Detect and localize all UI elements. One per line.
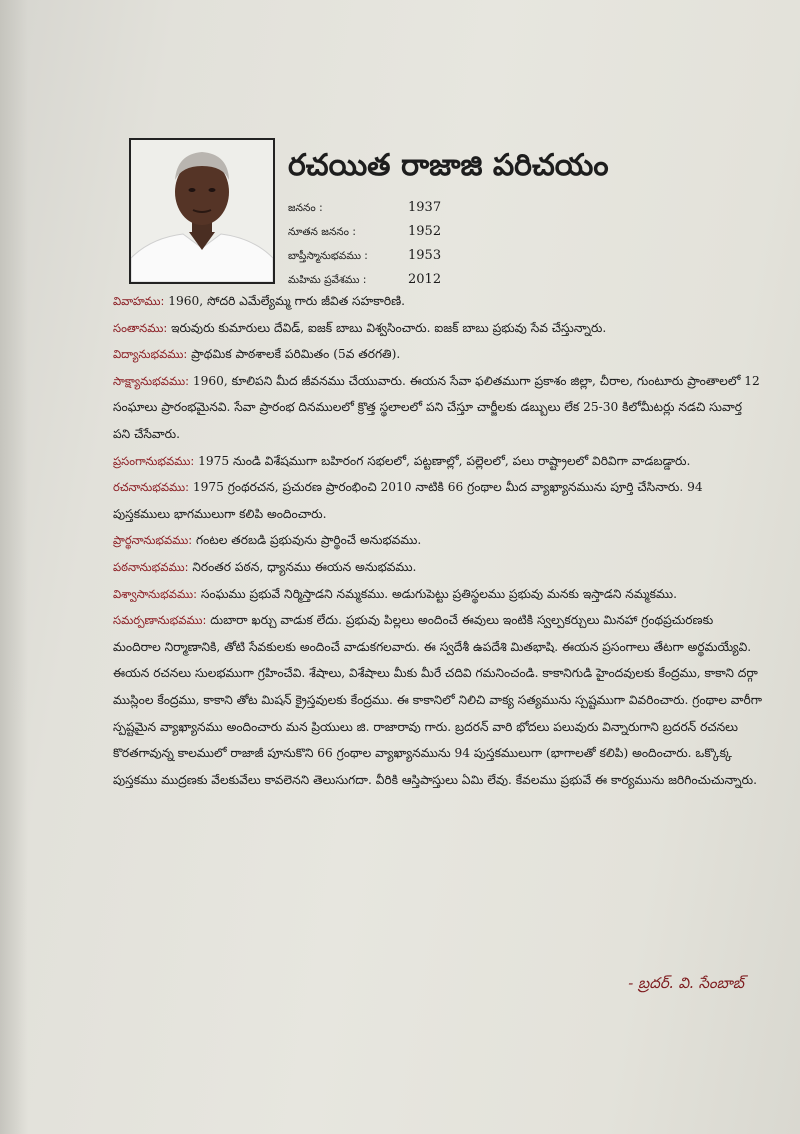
paragraph-faith: [113, 581, 763, 608]
fact-value: 1953: [408, 248, 442, 263]
paragraph-label: సాక్ష్యానుభవము:: [113, 373, 189, 388]
paragraph-writing: [113, 474, 763, 527]
paragraph-text: 1960, సోదరి ఎమేల్యేమ్మ గారు జీవిత సహకారిణి.: [164, 294, 406, 308]
fact-label: జననం :: [288, 202, 323, 214]
paragraph-label: సంతానము:: [113, 320, 168, 335]
fact-value: 1937: [408, 200, 442, 215]
paragraph-text: నిరంతర పఠన, ధ్యానము ఈయన అనుభవము.: [188, 559, 417, 574]
paragraph-text: ప్రాథమిక పాఠశాలకే పరిమితం (5వ తరగతి).: [187, 347, 401, 362]
fact-value: 1952: [408, 224, 442, 239]
biography-body: [113, 288, 763, 793]
paragraph-label: పఠనానుభవము:: [113, 559, 189, 574]
paragraph-text: ఇరువురు కుమారులు దేవిడ్, ఐజక్ బాబు విశ్వసించారు. ఐజక్ బాబు ప్రభువు సేవ చేస్తున్నారు.: [167, 320, 607, 335]
fact-row-birth: [288, 196, 441, 220]
paragraph-marriage: [113, 288, 763, 315]
paragraph-label: విద్యానుభవము:: [113, 347, 188, 362]
paragraph-text: దుబారా ఖర్చు వాడుక లేదు. ప్రభువు పిల్లలు అందించే ఈవులు ఇంటికి స్వల్పకర్చులు మినహా గ్రంథప్రచురణకు మందిరాల నిర్మాణానికి, తోటి సేవకులకు అందించే వాడుకగలవారు. ఈ స్వదేశీ ఉపదేశి మితభాషి. ఈయన ప్రసంగాలు తేటగా అర్థమయ్యేవి. ఈయన రచనలు సులభముగా గ్రహించేవి. శేషాలు, విశేషాలు మీకు మీరే చదివి గమనించండి. కాకానిగుడి హైందవులకు కేంద్రము, కాకాని దర్గా ముస్లింల కేంద్రము, కాకాని తోట మిషన్ క్రైస్తవులకు కేంద్రము. ఈ కాకానిలో నిలిచి వాక్య సత్యమును స్పష్టముగా వివరించారు. గ్రంథాల వారీగా స్పష్టమైన వ్యాఖ్యానము అందించారు మన ప్రియులు జి. రాజారావు గారు. బ్రదరన్ వారి భోదలు పలువురు విన్నారుగాని బ్రదరన్ రచనలు కొరతగావున్న కాలములో రాజాజీ పూనుకొని 66 గ్రంథాల వ్యాఖ్యానమును 94 పుస్తకములుగా (భాగాలతో కలిపి) అందించారు. ఒక్కొక్క పుస్తకము ముద్రణకు వేలకువేలు కావలెనని తెలుసుగదా. వీరికి ఆస్తిపాస్తులు ఏమి లేవు. కేవలము ప్రభువే ఈ కార్యమును జరిగించుచున్నారు.: [113, 613, 762, 787]
paragraph-label: ప్రార్థనానుభవము:: [113, 533, 193, 548]
page-edge-shadow: [0, 0, 28, 1134]
paragraph-testimony: [113, 368, 763, 448]
fact-label: బాప్తీస్మానుభవము :: [288, 250, 368, 262]
paragraph-dedication: [113, 607, 763, 793]
paragraph-preaching: [113, 448, 763, 475]
paragraph-label: సమర్పణానుభవము:: [113, 613, 207, 628]
fact-row-new-birth: [288, 220, 441, 244]
fact-label: మహిమ ప్రవేశము :: [288, 274, 367, 286]
paragraph-children: [113, 315, 763, 342]
paragraph-label: విశ్వాసానుభవము:: [113, 586, 197, 601]
author-portrait-image: [131, 140, 273, 282]
author-photo: [129, 138, 275, 284]
paragraph-prayer: [113, 527, 763, 554]
author-signature: - బ్రదర్. వి. సేంబాబ్: [628, 974, 744, 992]
paragraph-text: గంటల తరబడి ప్రభువును ప్రార్థించే అనుభవము.: [192, 533, 422, 548]
paragraph-reading: [113, 554, 763, 581]
paragraph-text: 1960, కూలిపని మీద జీవనము చేయువారు. ఈయన సేవా ఫలితముగా ప్రకాశం జిల్లా, చీరాల, గుంటూరు ప్రాంతాలలో 12 సంఘాలు ప్రారంభమైనవి. సేవా ప్రారంభ దినములలో క్రొత్త స్థలాలలో పని చేస్తూ చార్జీలకు డబ్బులు లేక 25-30 కిలోమీటర్లు నడచి సువార్త పని చేసేవారు.: [113, 373, 760, 441]
fact-label: నూతన జననం :: [288, 226, 356, 238]
fact-row-baptism: [288, 244, 441, 268]
paragraph-text: 1975 నుండి విశేషముగా బహిరంగ సభలలో, పట్టణాల్లో, పల్లెలలో, పలు రాష్ట్రాలలో విరివిగా వాడబడ్డారు.: [194, 453, 691, 468]
paragraph-label: ప్రసంగానుభవము:: [113, 453, 195, 468]
page-title: రచయిత రాజాజి పరిచయం: [288, 148, 609, 183]
life-facts: [288, 196, 441, 292]
paragraph-education: [113, 341, 763, 368]
paragraph-text: 1975 గ్రంథరచన, ప్రచురణ ప్రారంభించి 2010 నాటికి 66 గ్రంథాల మీద వ్యాఖ్యానమును పూర్తి చేసినారు. 94 పుస్తకములు భాగములుగా కలిపి అందించారు.: [113, 480, 703, 521]
paragraph-text: సంఘము ప్రభువే నిర్మిస్తాడని నమ్మకము. అడుగుపెట్టు ప్రతిస్థలము ప్రభువు మనకు ఇస్తాడని నమ్మకము.: [196, 586, 677, 601]
paragraph-label: వివాహము:: [113, 294, 165, 308]
fact-value: 2012: [408, 272, 442, 287]
paragraph-label: రచనానుభవము:: [113, 480, 190, 495]
